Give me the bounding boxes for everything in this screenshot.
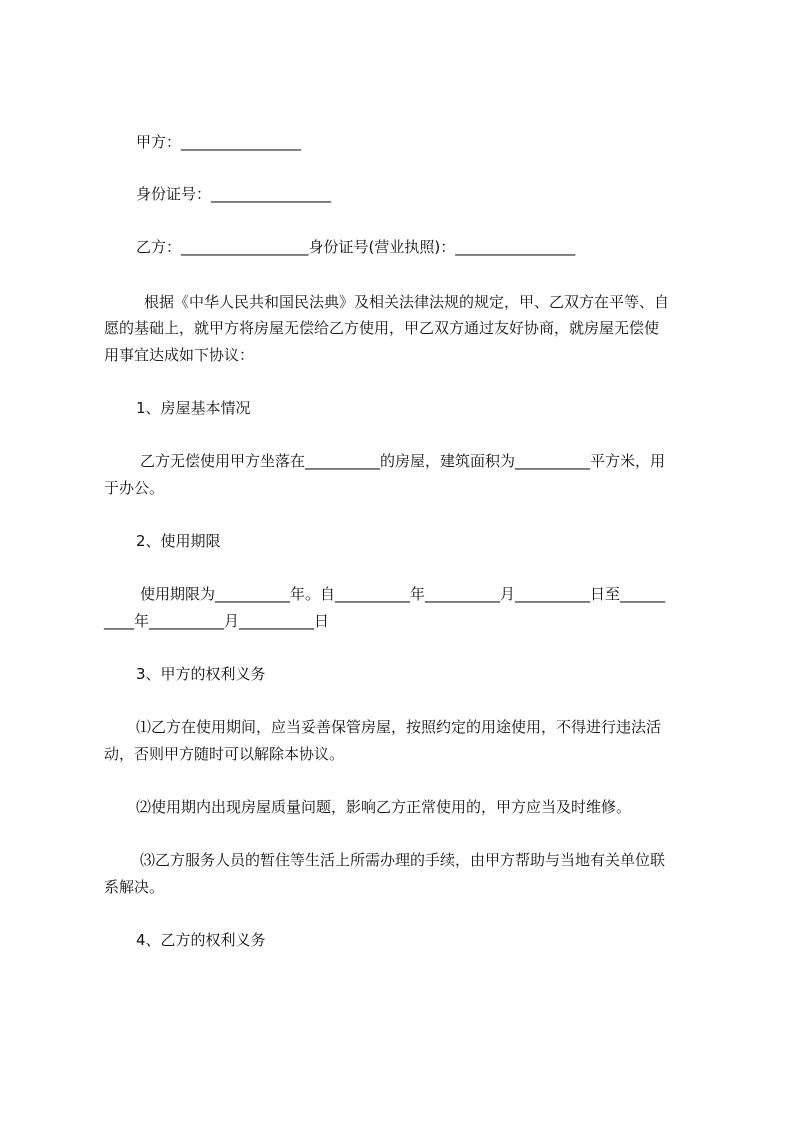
section-2-line-1: 使用期限为__________年。自__________年__________月__________日至______ (140, 585, 666, 603)
section-2-heading: 2、使用期限 (136, 532, 221, 550)
section-1-line-2: 于办公。 (104, 479, 165, 497)
section-3-item-1-line-2: 动，否则甲方随时可以解除本协议。 (104, 745, 345, 763)
section-1-line-1: 乙方无偿使用甲方坐落在__________的房屋，建筑面积为__________平方米，用 (140, 452, 666, 470)
intro-paragraph-line-1: 根据《中华人民共和国民法典》及相关法律法规的规定，甲、乙双方在平等、自 (144, 293, 670, 311)
section-3-item-2-line-1: ⑵使用期内出现房屋质量问题，影响乙方正常使用的，甲方应当及时维修。 (136, 798, 632, 816)
section-1-heading: 1、房屋基本情况 (136, 399, 251, 417)
intro-paragraph-line-2: 愿的基础上，就甲方将房屋无偿给乙方使用，甲乙双方通过友好协商，就房屋无偿使 (104, 319, 660, 337)
section-3-item-3-line-2: 系解决。 (104, 878, 165, 896)
id-number-field: 身份证号：________________ (136, 185, 332, 203)
intro-paragraph-line-3: 用事宜达成如下协议： (104, 346, 255, 364)
section-3-item-3-line-1: ⑶乙方服务人员的暂住等生活上所需办理的手续，由甲方帮助与当地有关单位联 (140, 851, 666, 869)
section-3-heading: 3、甲方的权利义务 (136, 665, 266, 683)
section-3-item-1-line-1: ⑴乙方在使用期间，应当妥善保管房屋，按照约定的用途使用，不得进行违法活 (136, 718, 662, 736)
section-4-heading: 4、乙方的权利义务 (136, 931, 266, 949)
section-2-line-2: ____年__________月__________日 (104, 612, 330, 630)
party-b-field: 乙方：_________________身份证号(营业执照)：________________ (136, 238, 576, 256)
party-a-field: 甲方：________________ (136, 133, 302, 151)
